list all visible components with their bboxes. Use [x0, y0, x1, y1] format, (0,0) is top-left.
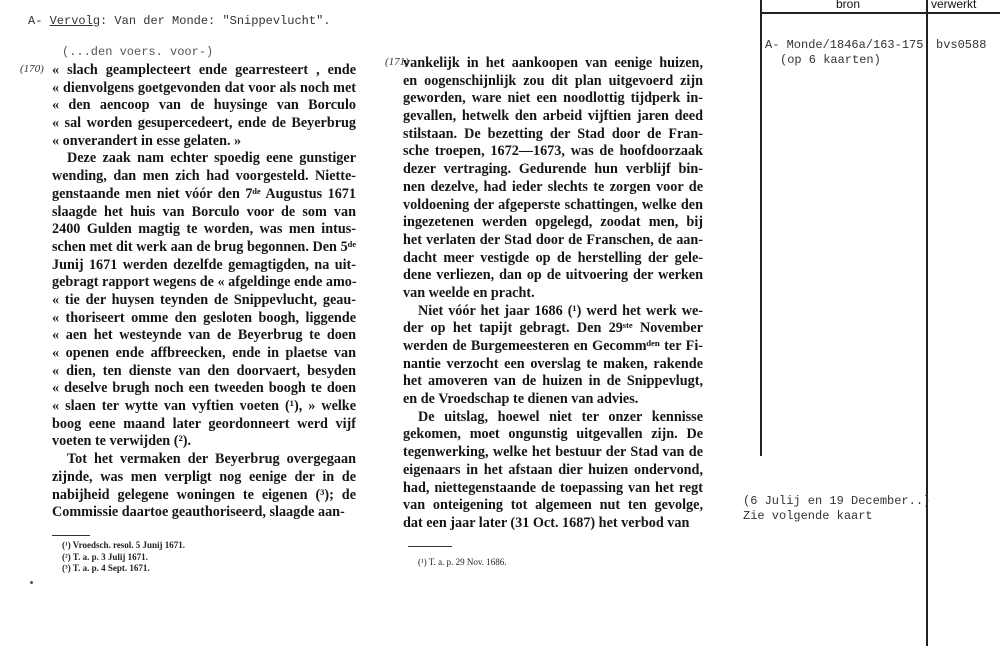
text-line: De uitslag, hoewel niet ter onzer kennisse	[418, 408, 703, 425]
text-line: « deselve brugh noch een tweeden boogh te doen	[52, 380, 356, 397]
text-line: « onverandert in esse gelaten. »	[52, 132, 242, 149]
column-header-verwerkt: verwerkt	[931, 0, 977, 11]
header-title: : Van der Monde: "Snippevlucht".	[100, 14, 331, 28]
text-line: Niet vóór het jaar 1686 (¹) werd het werk we-	[418, 302, 703, 319]
text-line: eigenaars in het afstaan dier huizen ondervond,	[403, 461, 703, 478]
text-line: « openen ende affbreecken, ende in plaetse van	[52, 345, 356, 361]
text-line: van onteigening tot algemeen nut ten gevolge,	[403, 497, 703, 514]
text-line: « dien, ten dienste van den doorvaert, besyden	[52, 362, 356, 379]
text-line: het amoveren van de huizen in de Snippevlugt,	[403, 373, 703, 390]
text-line: Deze zaak nam echter spoedig eene gunstiger	[67, 150, 356, 167]
footnote-rule-right	[408, 546, 452, 547]
footnote: (²) T. a. p. 3 Julij 1671.	[62, 551, 148, 562]
text-line: nabijheid gelegene woningen te eigenen (³); de	[52, 486, 356, 503]
text-line: dene verliezen, dan op de uitvoering der werken	[403, 267, 703, 284]
text-line: sche troepen, 1672—1673, was de hoofdoorzaak	[403, 143, 703, 160]
footnote: (¹) T. a. p. 29 Nov. 1686.	[418, 557, 507, 567]
text-line: « tie der huysen teynden de Snippevlucht, geau-	[52, 291, 356, 308]
verwerkt-code: bvs0588	[936, 38, 987, 52]
text-line: nantie verzocht een overslag te maken, rakende	[403, 355, 703, 372]
text-line: stilstaan. De bezetting der Stad door de Fran-	[403, 125, 703, 142]
continuation-note: (...den voers. voor-)	[62, 45, 214, 59]
margin-page-number-171: (171)	[385, 56, 409, 68]
text-line: dat een jaar later (31 Oct. 1687) het verbod van	[403, 514, 690, 531]
text-line: « dienvolgens goetgevonden dat voor als noch met	[52, 79, 356, 96]
text-line: werden de Burgemeesteren en Gecommᵈᵉⁿ ter Fi-	[403, 338, 703, 354]
text-line: en oogenschijnlijk zou dit plan uitgevoerd zijn	[403, 72, 703, 89]
text-line: geworden, ware niet een noodlottig tijdperk in-	[403, 90, 703, 107]
text-line: wending, dan men zich had voorgesteld. Niette-	[52, 168, 356, 185]
text-line: en de Vroedschap te dienen van advies.	[403, 391, 639, 408]
footnote: (¹) Vroedsch. resol. 5 Junij 1671.	[62, 540, 186, 550]
text-line: « sal worden gesupercedeert, ende de Beyerbrug	[52, 115, 356, 132]
text-line: genstaande men niet vóór den 7ᵈᵉ Augustus 1671	[52, 185, 356, 202]
text-line: dezer vertraging. Gedurende hun verblijf bin-	[403, 161, 703, 178]
next-card-note: Zie volgende kaart	[743, 509, 873, 523]
text-line: dacht meer vestigde op de herstelling der gele-	[403, 249, 703, 266]
header-underlined: Vervolg	[49, 14, 101, 28]
text-line: Commissie daartoe geauthoriseerd, slaagde aan-	[52, 504, 345, 521]
text-line: zijnde, was men verpligt nog eenige der in de	[52, 468, 356, 485]
text-line: Tot het vermaken der Beyerbrug overgegaan	[67, 451, 356, 468]
text-column-left	[52, 62, 356, 522]
margin-page-number-170: (170)	[20, 63, 44, 75]
text-column-right	[403, 55, 703, 533]
text-line: tegenwerking, welke het bestuur der Stad van de	[403, 444, 703, 461]
speck	[30, 581, 33, 584]
text-line: vankelijk in het aankoopen van eenige huizen,	[403, 55, 703, 71]
header-prefix: A-	[28, 14, 50, 28]
text-line: het verlaten der Stad door de Franschen, de aan-	[403, 231, 703, 248]
text-line: gekomen, moet ongunstig uitgevallen zijn. De	[403, 426, 703, 443]
footnote-rule-left	[52, 535, 90, 536]
bron-card-count: (op 6 kaarten)	[780, 53, 881, 67]
footnotes-left	[62, 540, 185, 575]
table-left-border	[760, 0, 762, 456]
text-line: Junij 1671 werden dezelfde gemagtigden, na uit-	[52, 256, 356, 273]
text-line: nen dezelve, had ieder slechts te zorgen voor de	[403, 178, 703, 195]
text-line: « slach geamplecteert ende gearresteert , ende	[52, 62, 356, 78]
text-line: had, niettegenstaande de toepassing van het regt	[403, 479, 703, 496]
text-line: « thoriseert omme den gesloten boogh, liggende	[52, 309, 356, 326]
table-header-rule	[761, 12, 1000, 14]
text-line: « den aencoop van de huysinge van Borculo	[52, 97, 356, 114]
text-line: schen met dit werk aan de brug begonnen. Den 5ᵈᵉ	[52, 238, 356, 255]
text-line: slaagde het huis van Borculo voor de som van	[52, 203, 356, 220]
text-line: « slaen ter wytte van vyftien voeten (¹), » welke	[52, 398, 356, 415]
text-line: gebragt rapport wegens de « afgeldinge ende amo-	[52, 274, 357, 291]
dates-note: (6 Julij en 19 December..)	[743, 494, 931, 508]
card-header	[28, 14, 330, 28]
text-line: boog eene maand later geordonneert werd vijf	[52, 415, 356, 432]
footnote: (³) T. a. p. 4 Sept. 1671.	[62, 563, 150, 573]
column-header-bron: bron	[836, 0, 861, 11]
text-line: voeten te verwijden (²).	[52, 433, 191, 450]
text-line: « aen het westeynde van de Beyerbrug te doen	[52, 327, 356, 344]
table-column-divider	[926, 0, 928, 646]
text-line: ingezetenen werden opgelegd, zoodat men, bij	[403, 214, 703, 231]
text-line: voldoening der afgeperste schattingen, welke den	[403, 196, 703, 213]
text-line: der op het tapijt gebragt. Den 29ˢᵗᵉ November	[403, 320, 703, 337]
text-line: 2400 Gulden magtig te worden, was men intus-	[52, 221, 356, 238]
text-line: gevallen, hetwelk den arbeid vijftien jaren deed	[403, 108, 703, 125]
bron-reference: A- Monde/1846a/163-175	[765, 38, 924, 52]
text-line: van weelde en pracht.	[403, 284, 535, 301]
footnotes-right	[418, 557, 507, 569]
